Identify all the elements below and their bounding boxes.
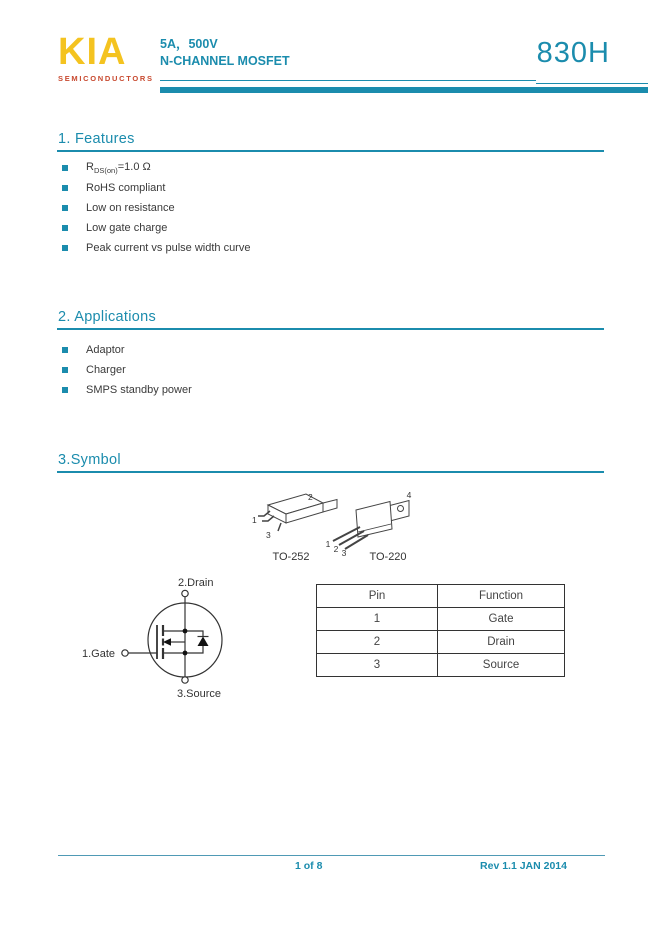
pin-cell: 2 bbox=[317, 631, 438, 654]
application-item bbox=[62, 380, 192, 400]
table-row bbox=[317, 654, 565, 677]
header-rule-thin-left bbox=[160, 80, 536, 81]
bullet-icon bbox=[62, 367, 68, 373]
brand-logo-text: KIA bbox=[58, 31, 127, 73]
function-cell: Drain bbox=[438, 631, 565, 654]
pin-cell: 1 bbox=[317, 608, 438, 631]
revision-label: Rev 1.1 JAN 2014 bbox=[480, 860, 567, 872]
symbol-title: 3.Symbol bbox=[58, 452, 121, 468]
applications-rule bbox=[57, 328, 604, 330]
package-drawings bbox=[240, 486, 425, 564]
application-text: SMPS standby power bbox=[86, 384, 192, 396]
application-text: Adaptor bbox=[86, 344, 125, 356]
feature-item bbox=[62, 178, 250, 198]
application-text: Charger bbox=[86, 364, 126, 376]
feature-text: RoHS compliant bbox=[86, 182, 166, 194]
header-rule-thick bbox=[160, 87, 648, 93]
to220-pin4-label: 4 bbox=[406, 490, 412, 500]
source-terminal-label: 3.Source bbox=[177, 688, 222, 700]
feature-item bbox=[62, 218, 250, 238]
header-rule-thin-right bbox=[536, 83, 648, 84]
to220-pin1-label: 1 bbox=[325, 539, 331, 549]
feature-item bbox=[62, 238, 250, 258]
function-column-header: Function bbox=[438, 585, 565, 608]
feature-text: $R_{DS(on)}=1.0$ Ω bbox=[86, 160, 151, 176]
bullet-icon bbox=[62, 185, 68, 191]
bullet-icon bbox=[62, 387, 68, 393]
features-list bbox=[62, 158, 250, 258]
bullet-icon bbox=[62, 205, 68, 211]
device-summary bbox=[160, 36, 290, 70]
table-row bbox=[317, 631, 565, 654]
pin-column-header: Pin bbox=[317, 585, 438, 608]
to252-package-drawing bbox=[258, 494, 337, 531]
part-number: 830H bbox=[536, 37, 610, 69]
body-diode-icon bbox=[198, 637, 209, 647]
pin-function-table bbox=[316, 584, 565, 677]
bullet-icon bbox=[62, 165, 68, 171]
drain-terminal-label: 2.Drain bbox=[178, 577, 214, 589]
table-header-row bbox=[317, 585, 565, 608]
pin-cell: 3 bbox=[317, 654, 438, 677]
gate-terminal-label: 1.Gate bbox=[81, 648, 115, 660]
feature-text: Low gate charge bbox=[86, 222, 168, 234]
application-item bbox=[62, 340, 192, 360]
device-type: N-CHANNEL MOSFET bbox=[160, 54, 290, 68]
applications-list bbox=[62, 340, 192, 400]
to252-pin3-label: 3 bbox=[266, 530, 271, 540]
brand-logo bbox=[58, 33, 154, 83]
to220-pin3-label: 3 bbox=[341, 548, 347, 558]
device-rating: 5A，500V bbox=[160, 37, 218, 51]
to220-package-drawing bbox=[333, 501, 409, 550]
to220-pin2-label: 2 bbox=[333, 544, 339, 554]
bullet-icon bbox=[62, 225, 68, 231]
channel-arrow-icon bbox=[163, 638, 171, 646]
footer-rule bbox=[58, 855, 605, 856]
mosfet-symbol-diagram bbox=[70, 570, 250, 710]
function-cell: Gate bbox=[438, 608, 565, 631]
feature-text: Peak current vs pulse width curve bbox=[86, 242, 251, 254]
application-item bbox=[62, 360, 192, 380]
to252-pin2-label: 2 bbox=[308, 492, 313, 502]
brand-tagline: SEMICONDUCTORS bbox=[58, 74, 154, 83]
bullet-icon bbox=[62, 245, 68, 251]
features-rule bbox=[57, 150, 604, 152]
to252-pin1-label: 1 bbox=[252, 515, 257, 525]
symbol-rule bbox=[57, 471, 604, 473]
table-row bbox=[317, 608, 565, 631]
to252-package-label: TO-252 bbox=[272, 551, 310, 563]
features-title: 1. Features bbox=[58, 131, 135, 147]
function-cell: Source bbox=[438, 654, 565, 677]
applications-title: 2. Applications bbox=[58, 309, 157, 325]
feature-text: Low on resistance bbox=[86, 202, 175, 214]
to220-package-label: TO-220 bbox=[369, 551, 407, 563]
feature-item bbox=[62, 198, 250, 218]
bullet-icon bbox=[62, 347, 68, 353]
page-indicator: 1 of 8 bbox=[295, 860, 323, 872]
feature-item-rds bbox=[62, 158, 250, 178]
